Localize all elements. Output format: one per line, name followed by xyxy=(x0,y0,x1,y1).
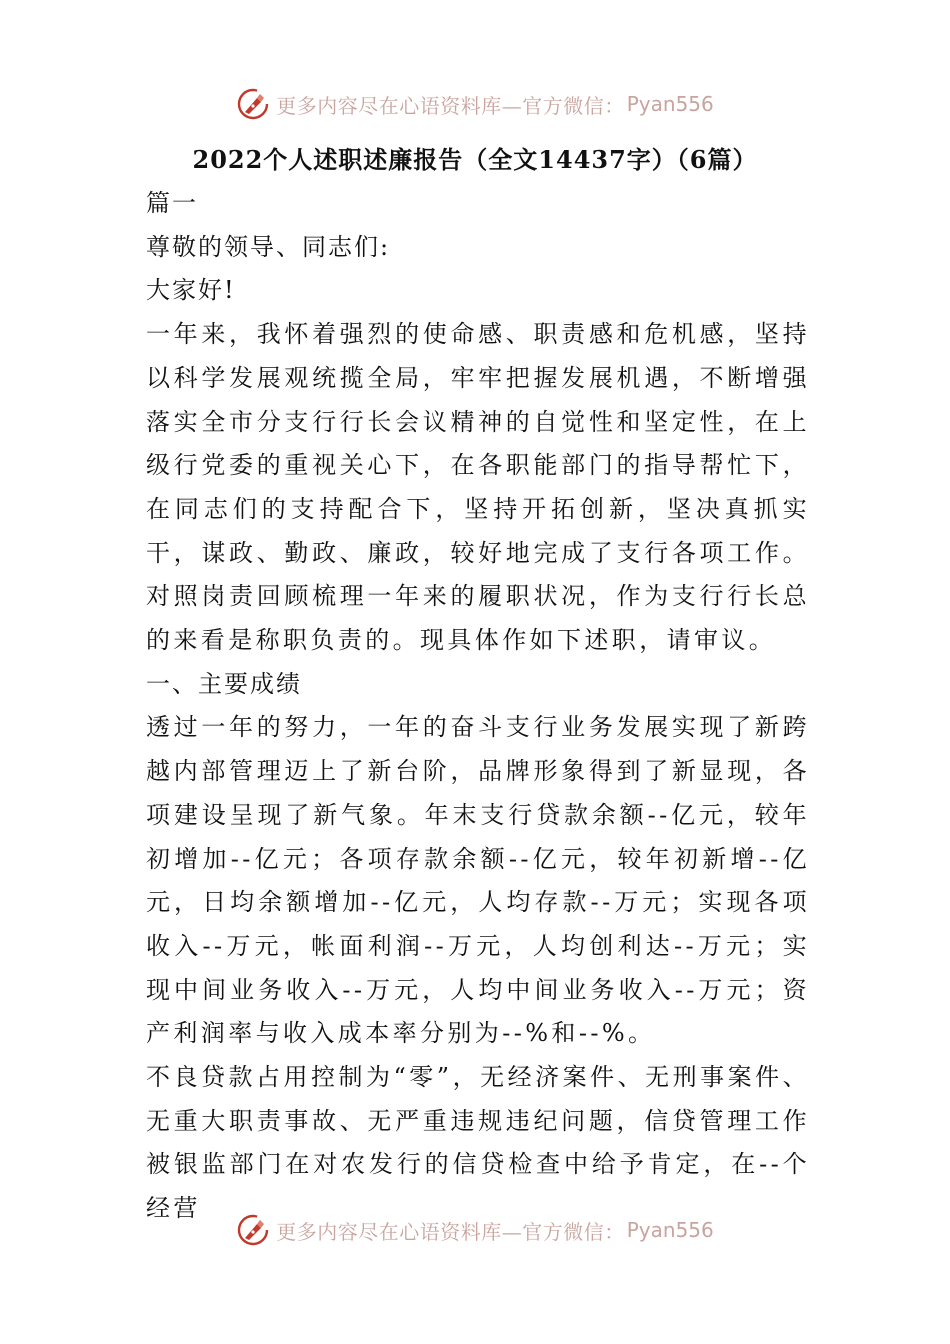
watermark-handle: Pyan556 xyxy=(626,92,714,116)
subsection-heading: 一、主要成绩 xyxy=(146,669,302,698)
watermark-handle: Pyan556 xyxy=(626,1218,714,1242)
greeting: 大家好! xyxy=(146,276,236,305)
watermark-header xyxy=(0,84,950,124)
pen-nib-circle-icon xyxy=(236,1213,270,1247)
watermark-footer xyxy=(0,1210,950,1250)
document-title: 2022个人述职述廉报告（全文14437字）（6篇） xyxy=(192,145,758,174)
intro-paragraph: 一年来，我怀着强烈的使命感、职责感和危机感，坚持以科学发展观统揽全局，牢牢把握发展机遇，不断增强落实全市分支行行长会议精神的自觉性和坚定性，在上级行党委的重视关心下，在各职能部门的指导帮忙下，在同志们的支持配合下，坚持开拓创新，坚决真抓实干，谋政、勤政、廉政，较好地完成了支行各项工作。对照岗责回顾梳理一年来的履职状况，作为支行行长总的来看是称职负责的。现具体作如下述职，请审议。 xyxy=(146,320,810,655)
watermark-text: 更多内容尽在心语资料库—官方微信： xyxy=(276,93,625,118)
pen-nib-circle-icon xyxy=(236,87,270,121)
risk-paragraph: 不良贷款占用控制为“零”，无经济案件、无刑事案件、无重大职责事故、无严重违规违纪问题，信贷管理工作被银监部门在对农发行的信贷检查中给予肯定，在--个经营 xyxy=(146,1063,810,1223)
document-body xyxy=(146,182,810,1231)
salutation: 尊敬的领导、同志们: xyxy=(146,232,391,261)
achievements-paragraph: 透过一年的努力，一年的奋斗支行业务发展实现了新跨越内部管理迈上了新台阶，品牌形象得到了新显现，各项建设呈现了新气象。年末支行贷款余额--亿元，较年初增加--亿元；各项存款余额--亿元，较年初新增--亿元，日均余额增加--亿元，人均存款--万元；实现各项收入--万元，帐面利润--万元，人均创利达--万元；实现中间业务收入--万元，人均中间业务收入--万元；资产利润率与收入成本率分别为--%和--%。 xyxy=(146,713,810,1048)
section-heading: 篇一 xyxy=(146,189,198,217)
watermark-text: 更多内容尽在心语资料库—官方微信： xyxy=(276,1219,625,1244)
